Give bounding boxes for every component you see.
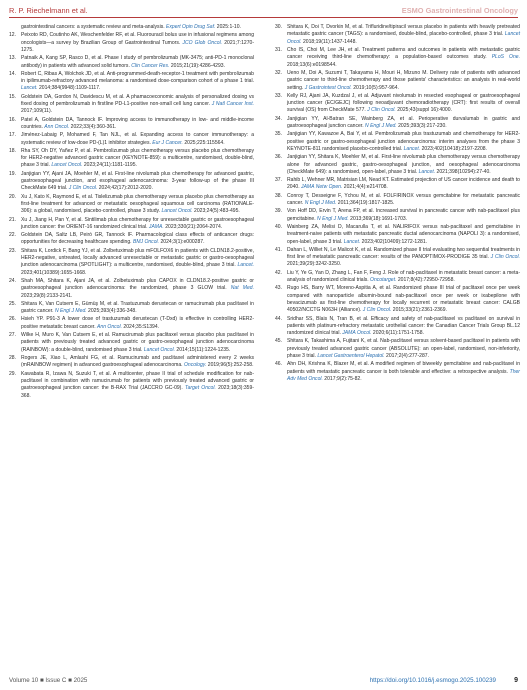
reference-text: Rugo HS, Barry WT, Moreno-Aspitia A, et al. Randomized phase III trial of paclitaxel once per week compared with nanoparticle albumin-bound nab-paclitaxel once per week or ixabepilone with bevacizumab as first-line chemotherapy for locally recurrent or metastatic breast cancer: CALGB 40502/NCCTG N063H (Alliance). <box>287 285 520 314</box>
reference-text: Shitara K, Van Cutsem E, Gümüş M, et al. Trastuzumab deruxtecan or ramucirumab plus paclitaxel in gastric cancer. <box>21 300 254 315</box>
reference-item <box>9 248 254 277</box>
reference-item <box>275 47 520 69</box>
reference-text: Janjigian YY, Kawazoe A, Bai Y, et al. Pembrolizumab plus trastuzumab and chemotherapy for HER2-positive gastric or gastro-oesophageal junction adenocarcinoma: interim analyses from the phase 3 KEYNOTE-811 randomised placebo-controlled trial. <box>287 131 520 152</box>
reference-text: Xu J, Jiang H, Pan Y, et al. Sintilimab plus chemotherapy for unresectable gastric or gastroesophageal junction cancer: the ORIENT-16 randomized clinical trial. <box>21 216 254 230</box>
reference-text: Dahan L, Williet N, Le Malicot K, et al. Randomized phase II trial evaluating two sequential treatments in first line of metastatic pancreatic cancer: results of the PANOPTIMOX-PRODIGE 35 trial. <box>287 246 520 261</box>
reference-item <box>9 316 254 331</box>
reference-text: Janjigian YY, Al-Batran SE, Wainberg ZA, et al. Perioperative durvalumab in gastric and gastroesophageal junction cancer. <box>287 115 520 130</box>
reference-journal-link[interactable]: Target Oncol. <box>184 385 216 392</box>
reference-journal-link[interactable]: JAMA Oncol. <box>342 330 372 337</box>
reference-journal-link[interactable]: PLoS One. <box>491 54 520 61</box>
reference-number: 20. <box>9 193 17 200</box>
reference-item <box>9 132 254 147</box>
reference-number: 32. <box>275 69 283 76</box>
reference-text: Von Hoff DD, Ervin T, Arena FP, et al. Increased survival in pancreatic cancer with nab-paclitaxel plus gemcitabine. <box>287 208 520 222</box>
reference-item <box>9 194 254 216</box>
reference-citation: 2023;18(3):359-368. <box>21 385 254 399</box>
reference-item <box>9 355 254 370</box>
reference-journal-link[interactable]: J Clin Oncol. <box>490 254 520 261</box>
reference-journal-link[interactable]: Eur J Cancer. <box>152 139 183 146</box>
right-column <box>275 24 520 384</box>
reference-text: Rha SY, Oh DY, Yañez P, et al. Pembrolizumab plus chemotherapy versus placebo plus chemotherapy for HER2-negative advanced gastric cancer (KEYNOTE-859): a multicentre, randomised, double-blind, phase 3 trial. <box>21 147 254 169</box>
reference-number: 33. <box>275 92 283 99</box>
reference-citation: 2021;39(29):3242-3250. <box>287 261 342 268</box>
reference-journal-link[interactable]: Lancet Oncol. <box>51 162 83 169</box>
reference-number: 16. <box>9 116 17 123</box>
reference-text: Ahn DH, Krishna K, Blazer M, et al. A modified regimen of biweekly gemcitabine and nab-paclitaxel in patients with metastatic pancreatic cancer is both tolerable and effective: a retrospective analysis. <box>287 361 520 375</box>
reference-number: 43. <box>275 285 283 292</box>
page-footer <box>9 676 518 686</box>
reference-item <box>9 55 254 70</box>
reference-number: 13. <box>9 55 17 62</box>
reference-citation: 2021;398(10294):27-40. <box>435 168 491 175</box>
reference-citation: 2017;2(4):277-287. <box>384 353 429 360</box>
reference-number: 21. <box>9 216 17 223</box>
reference-text: Sridhar SS, Blais N, Tran B, et al. Efficacy and safety of nab-paclitaxel vs paclitaxel on survival in patients with platinum-refractory metastatic urothelial cancer: the Canadian Cancer Trials Group BL.12 randomized clinical trial. <box>287 315 520 337</box>
reference-text: Shah MA, Shitara K, Ajani JA, et al. Zolbetuximab plus CAPOX in CLDN18.2-positive gastric or gastroesophageal junction adenocarcinoma: the randomized, phase 3 GLOW trial. <box>21 277 254 292</box>
reference-text: Xu J, Kato K, Raymond E, et al. Tislelizumab plus chemotherapy versus placebo plus chemotherapy as first-line treatment for advanced or metastatic oesophageal squamous cell carcinoma (RATIONALE-306): a global, randomised, placebo-controlled, phase 3 study. <box>21 193 254 215</box>
reference-journal-link[interactable]: J Clin Oncol. <box>68 185 98 192</box>
reference-text: Conroy T, Desseigne F, Ychou M, et al. FOLFIRINOX versus gemcitabine for metastatic pancreatic cancer. <box>287 192 520 207</box>
reference-citation: 2021;7:1270-1275. <box>21 39 254 53</box>
reference-citation: 2018;13(6):e0198544. <box>287 61 337 68</box>
reference-journal-link[interactable]: Clin Cancer Res. <box>131 62 170 69</box>
reference-number: 12. <box>9 32 17 39</box>
reference-journal-link[interactable]: Lancet. <box>21 85 38 92</box>
reference-journal-link[interactable]: Lancet Oncol. <box>161 208 193 215</box>
reference-journal-link[interactable]: N Engl J Med. <box>304 200 337 207</box>
reference-item <box>9 171 254 193</box>
reference-item <box>9 71 254 93</box>
reference-number: 37. <box>275 177 283 184</box>
reference-item <box>275 224 520 246</box>
reference-citation: 2014;384(9948):1109-1117. <box>37 85 101 92</box>
reference-journal-link[interactable]: JAMA. <box>148 223 164 230</box>
left-column <box>9 24 254 401</box>
reference-text: Shitara K, Lordick F, Bang YJ, et al. Zolbetuximab plus mFOLFOX6 in patients with CLDN18.2-positive, HER2-negative, untreated, locally advanced unresectable or metastatic gastric or gastro-oesophageal junction adenocarcinoma (SPOTLIGHT): a multicentre, randomised, double-blind, phase 3 trial. <box>21 247 254 269</box>
reference-text: Janjigian YY, Ajani JA, Moehler M, et al. First-line nivolumab plus chemotherapy for advanced gastric, gastroesophageal junction, and esophageal adenocarcinoma: 3-year follow-up of the phase III CheckMate 649 trial. <box>21 170 254 192</box>
reference-text: Robert C, Ribas A, Wolchok JD, et al. Anti-programmed-death-receptor-1 treatment with pembrolizumab in ipilimumab-refractory advanced melanoma: a randomised dose-comparison cohort of a phase 1 trial. <box>21 70 254 85</box>
reference-journal-link[interactable]: N Engl J Med. <box>54 308 87 315</box>
reference-number: 45. <box>275 338 283 345</box>
reference-citation: 2023;401(10389):1655-1668. <box>21 269 87 276</box>
reference-citation: 2025;225:115564. <box>182 139 225 146</box>
reference-item <box>275 285 520 314</box>
reference-journal-link[interactable]: JCO Glob Oncol. <box>182 39 223 46</box>
reference-number: 30. <box>275 24 283 30</box>
reference-journal-link[interactable]: Ann Oncol. <box>44 123 70 130</box>
reference-number: 26. <box>9 316 17 323</box>
reference-citation: 2023;402(10409):1272-1281. <box>360 238 428 245</box>
reference-item <box>275 154 520 176</box>
reference-number: 22. <box>9 232 17 239</box>
reference-text: Goldstein DA, Saltz LB, Peiró GR, Tannock IF. Pharmacological class effects of anticancer drugs: opportunities for decreasing healthcare spending. <box>21 232 254 246</box>
reference-citation: 2014;15(11):1224-1235. <box>175 346 231 353</box>
reference-number: 18. <box>9 147 17 154</box>
reference-item <box>275 208 520 223</box>
reference-text: Kawabata R, Izawa N, Suzuki T, et al. A multicenter, phase II trial of schedule modification for nab-paclitaxel in combination with ramucirumab for patients with previously treated advanced gastric or gastroesophageal junction cancer: the B-RAX Trial (JACCRO GC-09). <box>21 370 254 392</box>
reference-citation: 2017;109(11). <box>21 108 53 115</box>
reference-journal-link[interactable]: Lancet. <box>343 238 361 245</box>
reference-number: 23. <box>9 247 17 254</box>
reference-journal-link[interactable]: Lancet Oncol. <box>287 31 520 45</box>
reference-item <box>275 338 520 360</box>
reference-text: Goldstein DA, Gordon N, Davidescu M, et al. A phamacoeconomic analysis of personalized dosing vs fixed dosing of pembrolizumab in firstline PD-L1-positive non-small cell lung cancer. <box>21 93 254 107</box>
reference-number: 44. <box>275 315 283 322</box>
reference-number: 24. <box>9 277 17 284</box>
reference-number: 41. <box>275 246 283 253</box>
reference-number: 14. <box>9 70 17 77</box>
reference-text: Janjigian YY, Shitara K, Moehler M, et al. First-line nivolumab plus chemotherapy versus chemotherapy alone for advanced gastric, gastro-oesophageal junction, and oesophageal adenocarcinoma (CheckMate 649): a randomised, open-label, phase 3 trial. <box>287 154 520 175</box>
reference-citation: 2024;35:S1394. <box>122 323 160 330</box>
running-header <box>9 5 518 17</box>
reference-number: 25. <box>9 300 17 307</box>
reference-item <box>275 24 520 46</box>
reference-journal-link[interactable]: Oncology. <box>184 362 207 369</box>
reference-number: 29. <box>9 370 17 377</box>
reference-journal-link[interactable]: Oncotarget. <box>370 277 397 284</box>
reference-citation: 2023;24(5):483-495. <box>192 208 240 215</box>
reference-citation: 2025;393(3):217-230. <box>396 123 447 130</box>
reference-number: 19. <box>9 170 17 177</box>
reference-citation: 2017;8(42):72950-72958. <box>396 277 455 284</box>
reference-item <box>9 301 254 316</box>
reference-citation: 2022;33(4):360-361. <box>69 123 117 130</box>
reference-journal-link[interactable]: Lancet. <box>403 145 421 152</box>
reference-number: 40. <box>275 223 283 230</box>
reference-number: 42. <box>275 269 283 276</box>
reference-number: 15. <box>9 93 17 100</box>
reference-journal-link[interactable]: Nat Med. <box>230 285 254 292</box>
reference-item <box>275 316 520 338</box>
reference-journal-link[interactable]: Lancet Gastroenterol Hepatol. <box>317 353 385 360</box>
reference-citation: 2015;21(19):4286-4293. <box>169 62 225 69</box>
reference-number: 36. <box>275 154 283 161</box>
reference-item <box>9 217 254 232</box>
reference-journal-link[interactable]: Expert Opin Drug Saf. <box>166 24 216 30</box>
reference-citation: 2023;402(10418):2197-2208. <box>420 145 487 152</box>
reference-text: Peixoto RD, Coutinho AK, Weschenfelder RF, et al. Fluorouracil bolus use in infusional regimens among oncologists—a survey by Brazilian Group of Gastrointestinal Tumors. <box>21 32 254 46</box>
reference-citation: 2011;364(19):1817-1825. <box>336 200 395 207</box>
reference-item <box>9 117 254 132</box>
reference-journal-link[interactable]: JAMA Netw Open. <box>301 184 343 191</box>
issue-info: Volume 10 ■ Issue C ■ 2025 <box>9 677 88 684</box>
reference-text: Hsieh YP. P91-3 A lower dose of trastuzumab deruxtecan (T-Dxd) is effective in controlling HER2-positive metastatic breast cancer. <box>21 316 254 330</box>
reference-item <box>9 371 254 400</box>
reference-item <box>9 24 254 31</box>
reference-citation: 2025;43(suppl 16):4000. <box>395 107 452 114</box>
page-number: 9 <box>514 677 518 684</box>
reference-text: Jiménez-Labaig P, Mohamed F, Tan NJL, et al. Expanding access to cancer immunotherapy: a systematic review of low-dose PD-(L)1 inhibitor strategies. <box>21 132 254 146</box>
journal-name: ESMO Gastrointestinal Oncology <box>401 6 518 15</box>
reference-citation: 2024;3(1):e000287. <box>159 239 205 246</box>
reference-text: gastrointestinal cancers: a systematic review and meta-analysis. <box>21 24 165 30</box>
reference-number: 17. <box>9 132 17 139</box>
reference-journal-link[interactable]: N Engl J Med. <box>365 123 397 130</box>
reference-citation: 2019;10(5):957-964. <box>351 84 399 91</box>
header-rule <box>9 17 518 18</box>
reference-text: Ueno M, Doi A, Suzumi T, Takayama H, Mouri H, Mizuno M. Delivery rate of patients with advanced gastric cancer to third-line chemotherapy and those patients' characteristics: an analysis in real-world setting. <box>287 69 520 91</box>
reference-citation: 2020;6(11):1751-1758. <box>371 330 424 337</box>
reference-citation: 2019;96(5):252-258. <box>206 362 254 369</box>
reference-number: 46. <box>275 361 283 368</box>
reference-text: Rogers JE, Xiao L, Amlashi FG, et al. Ramucirumab and paclitaxel administered every 2 weeks (mRAINBOW regimen) in advanced gastroesophageal adenocarcinoma. <box>21 354 254 369</box>
reference-journal-link[interactable]: J Natl Cancer Inst. <box>211 101 255 107</box>
reference-journal-link[interactable]: Lancet. <box>418 168 436 175</box>
reference-journal-link[interactable]: N Engl J Med. <box>317 215 349 222</box>
reference-item <box>9 32 254 54</box>
reference-citation: 2015;33(21):2361-2369. <box>391 307 447 314</box>
reference-journal-link[interactable]: BMJ Oncol. <box>132 239 160 246</box>
reference-item <box>275 93 520 115</box>
reference-text: Wilke H, Muro K, Van Cutsem E, et al. Ramucirumab plus paclitaxel versus placebo plus paclitaxel in patients with previously treated advanced gastric or gastro-oesophageal junction adenocarcinoma (RAINBOW): a double-blind, randomised phase 3 trial. <box>21 332 254 353</box>
reference-text: Wainberg ZA, Melisi D, Macarulla T, et al. NALIRIFOX versus nab-paclitaxel and gemcitabine in treatment-naive patients with metastatic pancreatic ductal adenocarcinoma (NAPOLI 3): a randomised, open-label, phase 3 trial. <box>287 223 520 245</box>
reference-text: Liu Y, Ye G, Yan D, Zhang L, Fan F, Feng J. Role of nab-paclitaxel in metastatic breast cancer: a meta-analysis of randomized clinical trials. <box>287 269 520 284</box>
reference-text: Cho IS, Choi M, Lee JH, et al. Treatment patterns and outcomes in patients with metastatic gastric cancer receiving third-line chemotherapy: a population-based outcomes study. <box>287 46 520 61</box>
reference-journal-link[interactable]: J Gastrointest Oncol. <box>304 84 352 91</box>
reference-text: Patnaik A, Kang SP, Rasco D, et al. Phase I study of pembrolizumab (MK-3475; anti-PD-1 monoclonal antibody) in patients with advanced solid tumors. <box>21 55 254 69</box>
reference-journal-link[interactable]: J Clin Oncol. <box>362 307 392 314</box>
reference-item <box>9 232 254 247</box>
reference-number: 28. <box>9 354 17 361</box>
reference-item <box>9 148 254 170</box>
reference-citation: 2021;4(4):e214708. <box>342 184 388 191</box>
reference-journal-link[interactable]: Lancet. <box>237 262 254 269</box>
reference-text: Kelly RJ, Ajani JA, Kuzdzal J, et al. Adjuvant nivolumab in resected esophageal or gastroesophageal junction cancer (EC/GEJC) following neoadjuvant chemoradiotherapy (CRT): first results of overall survival (OS) from CheckMate 577. <box>287 92 520 114</box>
reference-item <box>275 193 520 208</box>
reference-citation: 2023;330(21):2064-2074. <box>163 223 223 230</box>
reference-number: 27. <box>9 332 17 338</box>
reference-number: 34. <box>275 115 283 122</box>
reference-journal-link[interactable]: Ther Adv Med Oncol. <box>287 368 520 383</box>
reference-item <box>275 116 520 131</box>
reference-citation: 2018;19(11):1437-1448. <box>301 38 357 45</box>
reference-citation: 2023;24(11):1181-1195. <box>82 162 137 169</box>
reference-item <box>9 332 254 354</box>
reference-text: Shitara K, Takashima A, Fujitani K, et al. Nab-paclitaxel versus solvent-based paclitaxel in patients with previously treated advanced gastric cancer (ABSOLUTE): an open-label, randomised, non-inferiority, phase 3 trial. <box>287 338 520 360</box>
author-name: R. P. Riechelmann et al. <box>9 6 88 15</box>
reference-citation: 2024;42(17):2012-2020. <box>97 185 153 192</box>
reference-citation: 2013;369(18):1691-1703. <box>348 215 408 222</box>
reference-number: 38. <box>275 192 283 199</box>
reference-citation: 2023;29(8):2133-2141. <box>21 292 73 299</box>
reference-item <box>275 361 520 383</box>
reference-journal-link[interactable]: Lancet Oncol. <box>143 346 176 353</box>
reference-citation: 2017;9(2):75-82. <box>322 376 362 383</box>
reference-item <box>9 278 254 300</box>
reference-journal-link[interactable]: Ann Oncol. <box>97 323 122 330</box>
reference-item <box>275 247 520 269</box>
reference-item <box>275 70 520 92</box>
reference-item <box>275 270 520 285</box>
reference-text: Shitara K, Doi T, Dvorkin M, et al. Trifluridine/tipiracil versus placebo in patients with heavily pretreated metastatic gastric cancer (TAGS): a randomised, double-blind, placebo-controlled, phase 3 trial. <box>287 24 520 38</box>
reference-item <box>275 131 520 153</box>
reference-item <box>9 94 254 116</box>
reference-text: Rahib L, Wehner MR, Matrisian LM, Nead KT. Estimated projection of US cancer incidence and death to 2040. <box>287 177 520 191</box>
reference-number: 39. <box>275 208 283 215</box>
reference-number: 35. <box>275 131 283 138</box>
reference-citation: 2025;393(4):336-348. <box>86 308 137 315</box>
reference-citation: 2025:1-10. <box>215 24 241 30</box>
reference-item <box>275 177 520 192</box>
reference-text: Patel A, Goldstein DA, Tannock IF. Improving access to immunotherapy in low- and middle-income countries. <box>21 116 254 130</box>
reference-journal-link[interactable]: J Clin Oncol. <box>367 107 396 114</box>
doi-link[interactable]: https://doi.org/10.1016/j.esmogo.2025.100239 <box>369 677 496 684</box>
reference-number: 31. <box>275 46 283 53</box>
